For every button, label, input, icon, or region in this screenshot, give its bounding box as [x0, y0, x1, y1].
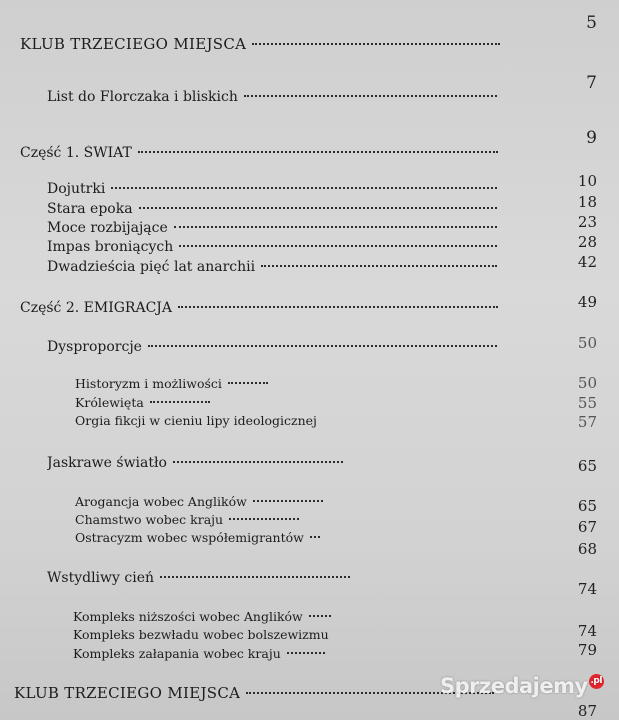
toc-label: List do Florczaka i bliskich	[47, 89, 238, 105]
leader-dots	[252, 43, 500, 45]
leader-dots	[253, 500, 323, 502]
toc-label: Arogancja wobec Anglików	[75, 494, 247, 509]
toc-page-number: 87	[577, 702, 597, 720]
toc-entry-impas	[47, 239, 497, 259]
toc-label: Kompleks bezwładu wobec bolszewizmu	[73, 627, 329, 642]
toc-page-number: 68	[577, 540, 597, 558]
toc-page-number: 10	[577, 172, 597, 190]
leader-dots	[138, 151, 498, 153]
toc-page-number: 28	[577, 233, 597, 251]
leader-dots	[309, 615, 331, 617]
leader-dots	[229, 518, 299, 520]
toc-entry-klub-2	[14, 684, 494, 704]
watermark-logo	[440, 674, 604, 698]
toc-label: Kompleks załapania wobec kraju	[73, 646, 281, 661]
toc-page-number: 67	[577, 518, 597, 536]
toc-entry-ostracyzm	[75, 530, 495, 550]
toc-label: Historyzm i możliwości	[75, 376, 222, 391]
toc-entry-dwadziescia	[47, 259, 497, 279]
toc-entry-moce	[47, 220, 497, 240]
toc-entry-list	[47, 89, 497, 109]
toc-entry-dojutrki	[47, 181, 497, 201]
leader-dots	[148, 345, 497, 347]
leader-dots	[228, 382, 268, 384]
toc-label: Dojutrki	[47, 181, 106, 197]
leader-dots	[310, 536, 320, 538]
toc-label: KLUB TRZECIEGO MIEJSCA	[20, 35, 247, 53]
toc-entry-stara-epoka	[47, 201, 497, 221]
toc-label: KLUB TRZECIEGO MIEJSCA	[14, 684, 241, 702]
toc-page-number: 5	[586, 13, 597, 33]
toc-entry-dysproporcje	[47, 339, 497, 359]
toc-label: Orgia fikcji w cieniu lipy ideologicznej	[75, 413, 317, 428]
leader-dots	[244, 95, 497, 97]
toc-entry-wstydliwy	[47, 570, 497, 590]
toc-entry-klub-1	[20, 35, 500, 55]
toc-label: Dysproporcje	[47, 339, 142, 355]
toc-label: Wstydliwy cień	[47, 570, 154, 586]
toc-page-number: 79	[577, 641, 597, 659]
toc-page-number: 42	[577, 253, 597, 271]
leader-dots	[111, 187, 497, 189]
toc-page-number: 65	[577, 497, 597, 515]
toc-label: Część 2. EMIGRACJA	[20, 300, 173, 316]
toc-entry-orgia	[75, 413, 495, 433]
toc-page-number: 9	[586, 128, 597, 148]
toc-page-number: 57	[577, 413, 597, 431]
toc-page-number: 18	[577, 193, 597, 211]
leader-dots	[139, 207, 497, 209]
toc-entry-jaskrawe	[47, 455, 497, 475]
toc-label: Jaskrawe światło	[47, 455, 167, 471]
toc-entry-arogancja	[75, 494, 495, 514]
watermark-badge: .pl	[589, 674, 604, 689]
toc-label: Dwadzieścia pięć lat anarchii	[47, 259, 256, 275]
toc-label: Stara epoka	[47, 201, 133, 217]
toc-label: Chamstwo wobec kraju	[75, 512, 224, 527]
toc-page-number: 49	[577, 293, 597, 311]
toc-entry-krolewieta	[75, 395, 495, 415]
leader-dots	[261, 265, 497, 267]
leader-dots	[150, 401, 210, 403]
toc-page-number: 74	[577, 622, 597, 640]
toc-page-number: 7	[586, 73, 597, 93]
toc-entry-kompleks-3	[73, 646, 493, 666]
toc-page-number: 74	[577, 580, 597, 598]
watermark-text: Sprzedajemy	[440, 674, 588, 698]
leader-dots	[287, 652, 325, 654]
toc-label: Impas broniących	[47, 239, 174, 255]
toc-entry-czesc-1	[20, 145, 498, 165]
toc-entry-kompleks-1	[73, 609, 493, 629]
toc-entry-chamstwo	[75, 512, 495, 532]
toc-label: Królewięta	[75, 395, 144, 410]
leader-dots	[160, 576, 350, 578]
toc-label: Część 1. ŚWIAT	[20, 145, 132, 161]
leader-dots	[178, 306, 498, 308]
leader-dots	[179, 245, 497, 247]
toc-entry-historyzm	[75, 376, 495, 396]
toc-page-number: 55	[577, 394, 597, 412]
leader-dots	[174, 226, 497, 228]
toc-label: Kompleks niższości wobec Anglików	[73, 609, 303, 624]
leader-dots	[173, 461, 343, 463]
toc-page-number: 23	[577, 213, 597, 231]
toc-entry-czesc-2	[20, 300, 498, 320]
toc-page-number: 50	[577, 374, 597, 392]
toc-label: Moce rozbijające	[47, 220, 168, 236]
toc-page-number: 50	[577, 334, 597, 352]
toc-entry-kompleks-2	[73, 627, 493, 647]
toc-page-number: 65	[577, 457, 597, 475]
toc-label: Ostracyzm wobec współemigrantów	[75, 530, 304, 545]
